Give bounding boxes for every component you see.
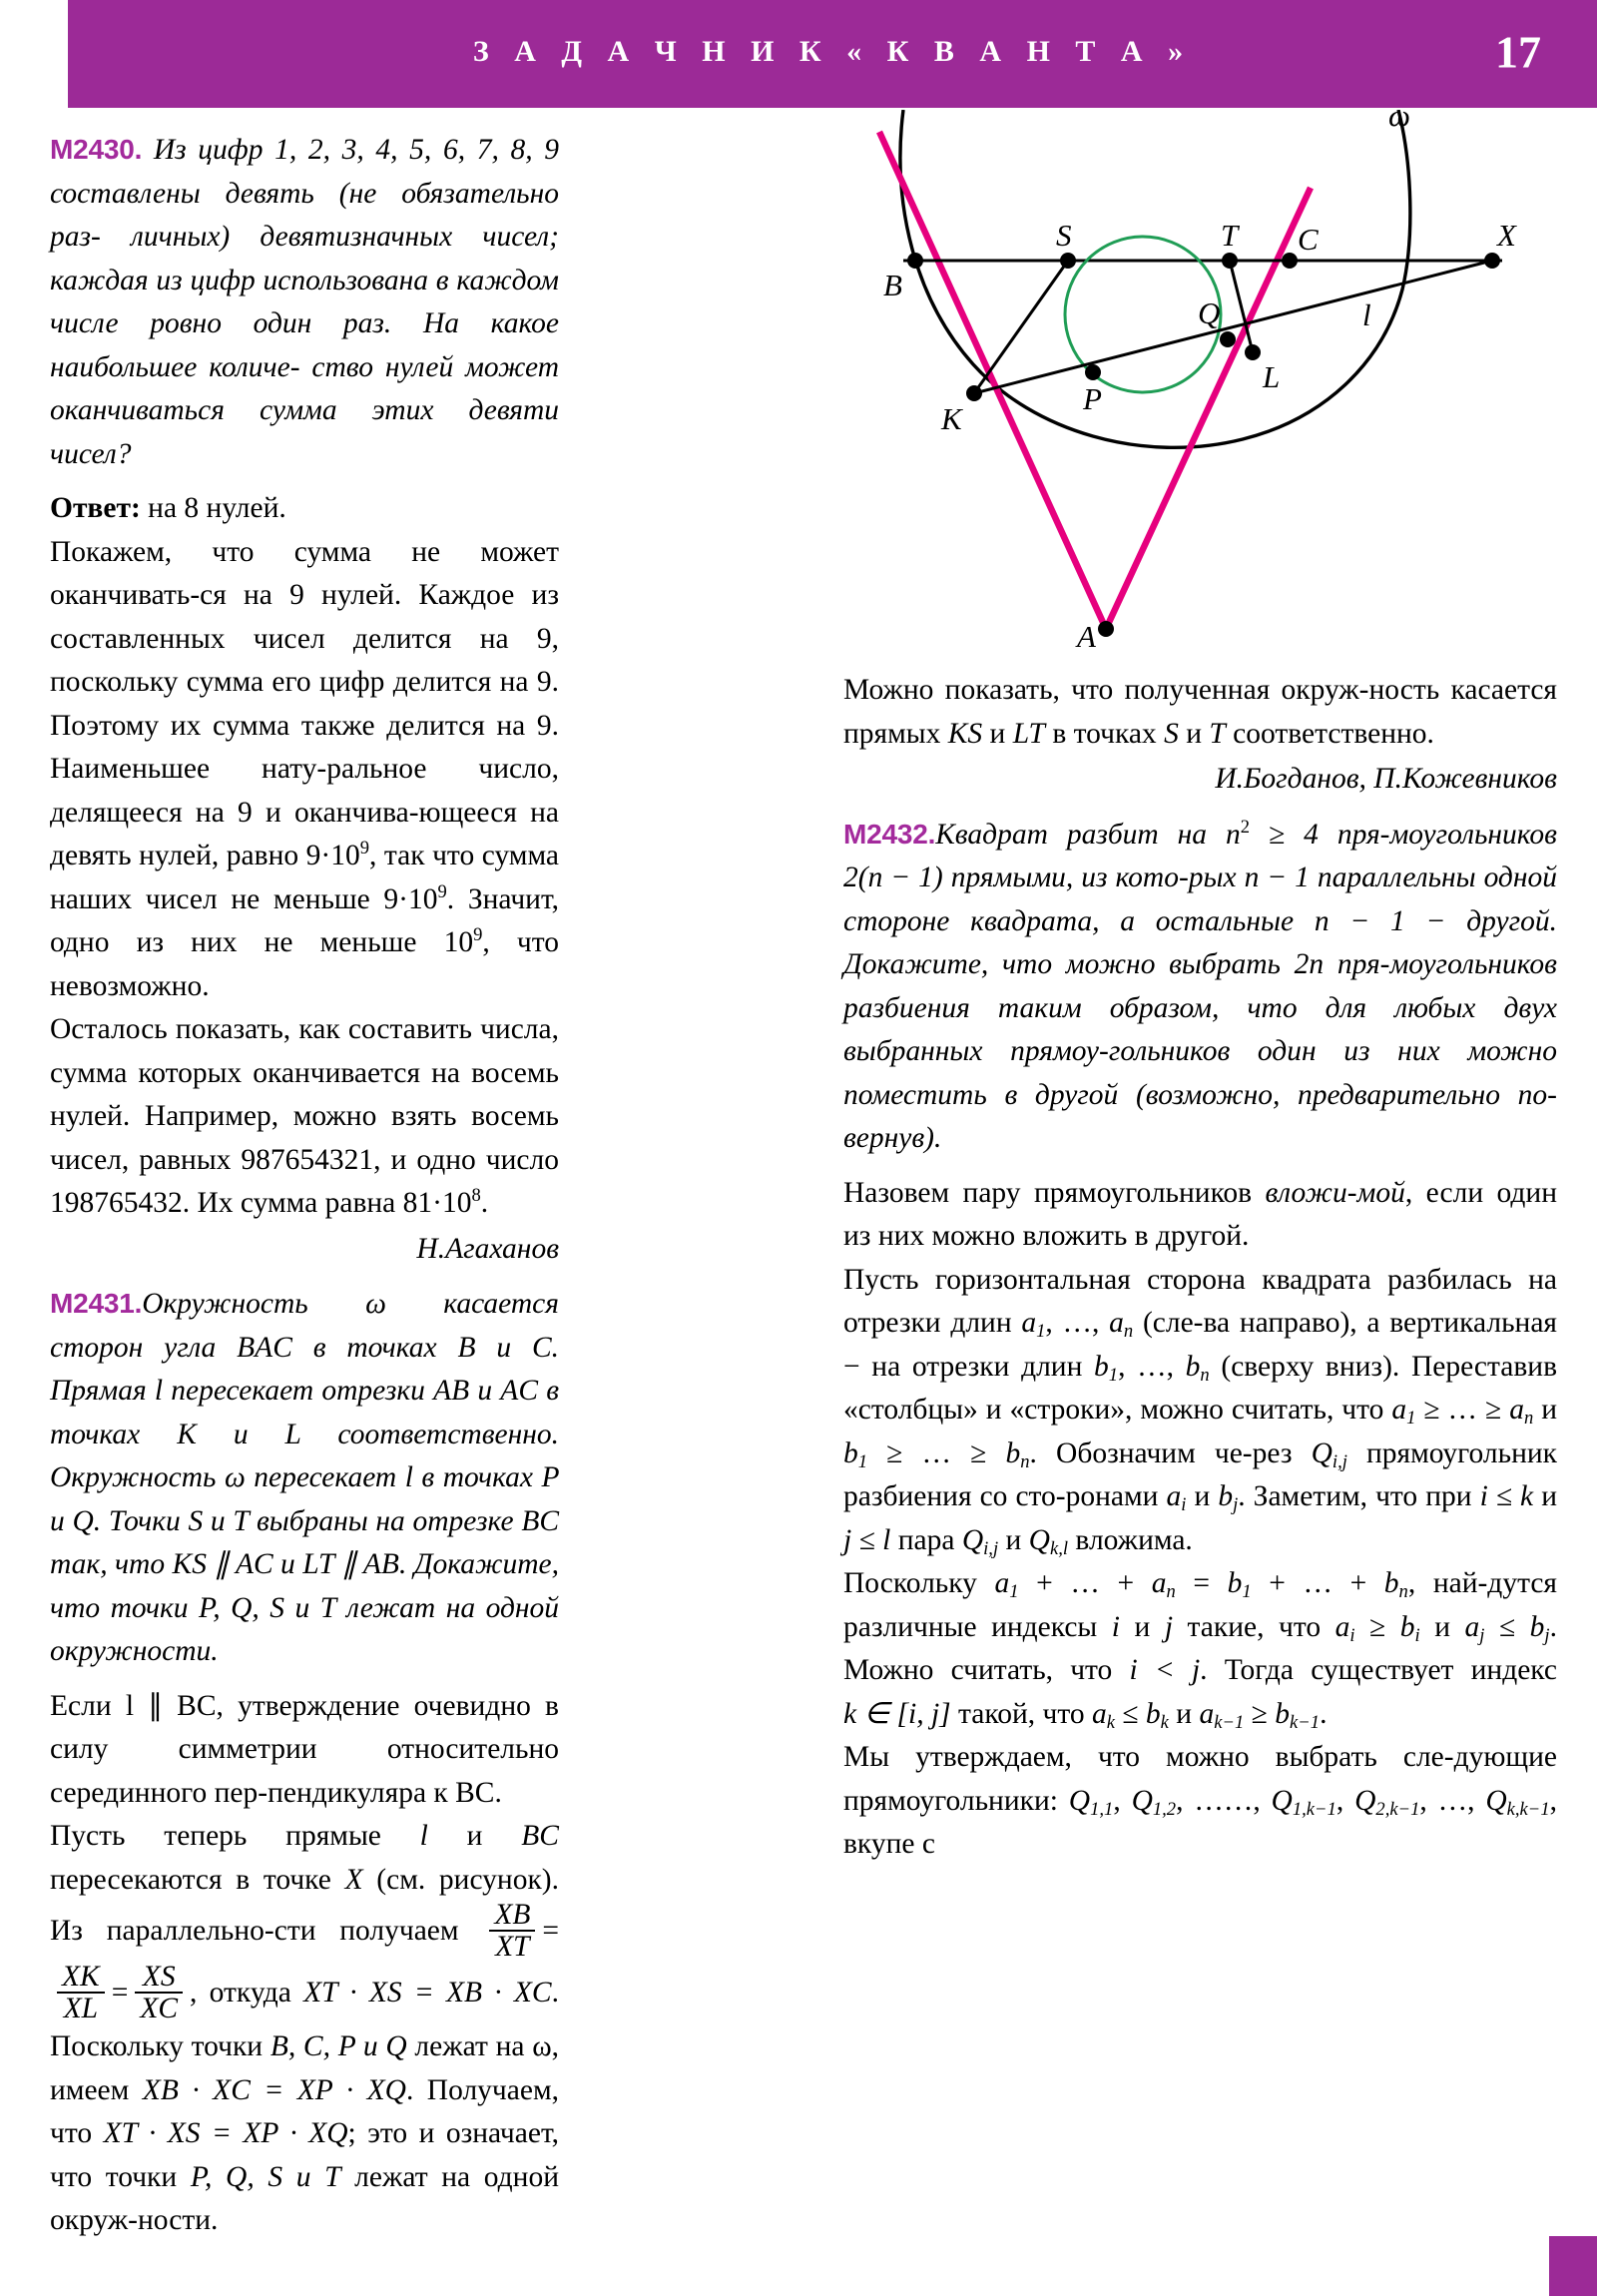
expr2-base: 9·10 bbox=[383, 882, 438, 915]
solution-2432-para-2 bbox=[843, 1259, 1557, 1563]
s32-3c: и bbox=[1119, 1610, 1165, 1643]
idx-i: i bbox=[1111, 1610, 1120, 1643]
s32-3a: Поскольку bbox=[843, 1567, 995, 1599]
qkk1 bbox=[1485, 1784, 1550, 1820]
sum-dots2: + … + bbox=[1251, 1567, 1384, 1599]
point-X bbox=[1484, 253, 1500, 269]
p32-e: − другой. Докажите, что можно выбрать 2n пря-моугольников разбиения таким образом, что для любых двух выбранных прямоу-гольников один из них можно поместить в другой (возможно, предварительно по-вернув). bbox=[843, 904, 1557, 1154]
s32-3i: и bbox=[1168, 1697, 1200, 1730]
q1k1-sub: 1,k−1 bbox=[1292, 1798, 1336, 1820]
p31-j: соответственно. Окружность bbox=[50, 1418, 560, 1493]
ineq-ilj: i < j bbox=[1129, 1654, 1201, 1686]
expr4-base: 81·10 bbox=[402, 1187, 472, 1219]
c31-t: T bbox=[1209, 717, 1226, 750]
qij-base: Q bbox=[1311, 1436, 1332, 1469]
qkk1-sub: k,k−1 bbox=[1506, 1798, 1550, 1820]
s31-x: X bbox=[344, 1863, 363, 1896]
s31-bc: BC bbox=[521, 1820, 559, 1852]
label-A: A bbox=[1077, 619, 1096, 654]
sum-eqsign: = bbox=[1175, 1567, 1228, 1599]
ak1: a bbox=[1199, 1697, 1215, 1730]
ineq-and: и bbox=[1533, 1394, 1557, 1426]
p31-t: T bbox=[233, 1504, 250, 1537]
s32-an-sub: n bbox=[1123, 1321, 1134, 1343]
s32-dots2: , …, bbox=[1118, 1350, 1186, 1383]
s32-2k: вложима. bbox=[1068, 1523, 1193, 1556]
s32-4a: Мы утверждаем, что можно выбрать сле-дующие прямоугольники: bbox=[843, 1741, 1557, 1817]
author-2430: Н.Агаханов bbox=[416, 1232, 559, 1265]
point-L bbox=[1245, 344, 1261, 360]
s32-a1-sub: 1 bbox=[1036, 1321, 1046, 1343]
answer-line-2430 bbox=[50, 487, 559, 531]
ai2: a bbox=[1334, 1610, 1350, 1643]
p31-s2: и bbox=[272, 1548, 303, 1580]
label-L: L bbox=[1263, 359, 1281, 394]
label-T: T bbox=[1221, 218, 1239, 253]
p31-q: Q bbox=[72, 1504, 94, 1537]
s31-k: лежат на одной окруж-ности. bbox=[50, 2160, 559, 2237]
s31-i: . Получаем, что bbox=[50, 2073, 559, 2150]
sol1d: , что невозможно. bbox=[50, 926, 559, 1002]
bj2-sub: j bbox=[1544, 1624, 1550, 1646]
c31-s: S bbox=[1164, 717, 1179, 750]
frac3-den: XC bbox=[135, 1992, 183, 2023]
problem-2431-text bbox=[50, 1288, 559, 1667]
q1k1 bbox=[1271, 1784, 1336, 1820]
p32-d: параллельны одной стороне квадрата, а остальные bbox=[843, 861, 1557, 937]
ineq-b bbox=[843, 1436, 1030, 1472]
p31-o: . Точки bbox=[93, 1504, 189, 1537]
label-K: K bbox=[941, 401, 962, 436]
s32-3e: и bbox=[1419, 1610, 1465, 1643]
solution-2431-para-2: Пусть теперь прямые l и BC пересекаются в точке X (см. рисунок). Из параллельно-сти получаем $\frac{XB}{XT}$ = $\frac{XK}{XL}$ = $\frac{XS}{XC}$ , откуда XT · XS = XB · XC. Поскольку точки B, C, P и Q лежат на ω, имеем XB · XC = XP · XQ. Получаем, что XT · XS = XP · XQ; это и означает, что точки P, Q, S и T лежат на одной окруж-ности. bbox=[50, 1820, 560, 2237]
idx-j: j bbox=[1164, 1610, 1174, 1643]
bj2: b bbox=[1529, 1610, 1545, 1643]
ineq-a-dots: ≥ … ≥ bbox=[1415, 1394, 1510, 1426]
ineq-jl: j ≤ l bbox=[843, 1523, 891, 1556]
bk1: b bbox=[1275, 1697, 1290, 1730]
ineq-b-sub: 1 bbox=[857, 1450, 868, 1472]
q1k1-base: Q bbox=[1271, 1784, 1293, 1817]
p31-bac: BAC bbox=[237, 1331, 292, 1364]
s32-dots1: , …, bbox=[1045, 1307, 1110, 1339]
s32-3b: , най-дутся различные индексы bbox=[843, 1567, 1557, 1643]
p31-a: Окружность bbox=[142, 1288, 366, 1320]
sum-eq bbox=[994, 1567, 1408, 1603]
p31-b1: B bbox=[457, 1331, 476, 1364]
s31-h: , имеем bbox=[50, 2030, 559, 2106]
p31-r: так, что bbox=[50, 1548, 173, 1580]
frac1-num: XB bbox=[494, 1899, 531, 1931]
seq-a bbox=[1021, 1307, 1134, 1343]
problem-2432-statement bbox=[843, 813, 1557, 1161]
frac3-num: XS bbox=[142, 1961, 176, 1994]
p32-n2-sup: 2 bbox=[1240, 816, 1251, 838]
q2k1-sub: 2,k−1 bbox=[1375, 1798, 1420, 1820]
s32-b1: b bbox=[1094, 1350, 1109, 1383]
corner-decoration bbox=[1549, 2236, 1597, 2296]
solution-2432-para-4 bbox=[843, 1736, 1557, 1867]
bk1-sub: k−1 bbox=[1290, 1711, 1321, 1733]
p31-q2: выбраны на отрезке bbox=[249, 1504, 522, 1537]
sol1c: . Значит, одно из них не меньше bbox=[50, 882, 559, 958]
geometry-figure bbox=[843, 98, 1562, 669]
qij2 bbox=[961, 1523, 999, 1559]
c31-a: Можно показать, что полученная окруж-ность касается прямых bbox=[843, 674, 1557, 750]
k-in-ij: k ∈ [i, j] bbox=[843, 1697, 951, 1730]
problem-2430-text bbox=[50, 134, 559, 470]
ineq-bn: b bbox=[1005, 1436, 1021, 1469]
ge1: ≥ bbox=[1354, 1610, 1400, 1643]
p32-n1: n − 1 bbox=[1244, 861, 1310, 893]
answer-value: на 8 нулей. bbox=[140, 492, 286, 524]
s31-e: , откуда bbox=[190, 1977, 304, 2009]
expr-9e9-a bbox=[306, 840, 369, 871]
s32-3g: . Тогда существует индекс bbox=[1200, 1654, 1557, 1686]
p31-ll: L bbox=[284, 1418, 301, 1450]
label-Q: Q bbox=[1198, 295, 1221, 330]
right-column bbox=[843, 669, 1557, 1867]
continuation-2431 bbox=[843, 669, 1557, 756]
expr-10e9 bbox=[444, 926, 483, 958]
ineq-ak-bk bbox=[1091, 1697, 1169, 1733]
sol1a: Покажем, что сумма не может оканчивать-ся на 9 нулей. Каждое из составленных чисел делится на 9, поскольку сумма его цифр делится на 9. Поэтому их сумма также делится на 9. Наименьшее нату-ральное число, делящееся на 9 и оканчива-ющееся на девять нулей, равно bbox=[50, 535, 559, 871]
p32-n2-base: n bbox=[1226, 818, 1241, 851]
s32-1-italic: вложи-мой bbox=[1265, 1176, 1405, 1209]
qkl bbox=[1028, 1523, 1069, 1559]
point-A bbox=[1098, 621, 1114, 637]
problem-label-2430: M2430. bbox=[50, 134, 143, 165]
label-P: P bbox=[1083, 381, 1102, 416]
p31-u: лежат на одной окружности. bbox=[50, 1591, 559, 1667]
page-number: 17 bbox=[1495, 26, 1541, 78]
ak-sub: k bbox=[1106, 1711, 1115, 1733]
p31-pqst: P, Q, S и T bbox=[199, 1591, 336, 1624]
answer-label: Ответ: bbox=[50, 492, 141, 524]
bk-sub: k bbox=[1160, 1711, 1169, 1733]
s32-bn-sub: n bbox=[1200, 1364, 1210, 1386]
sum-an-sub: n bbox=[1166, 1581, 1176, 1603]
solution-2431-para-1: Если l ∥ BC, утверждение очевидно в силу симметрии относительно серединного пер-пендикуляра к BC. bbox=[50, 1689, 559, 1809]
point-P bbox=[1085, 364, 1101, 380]
c31-lt: LT bbox=[1012, 717, 1045, 750]
sum-b1: b bbox=[1227, 1567, 1243, 1599]
p31-c1: C bbox=[531, 1331, 552, 1364]
stmt-l5: ство нулей может оканчиваться сумма bbox=[50, 350, 560, 426]
ray-ac bbox=[1106, 188, 1311, 629]
s31-eq3: XT · XS = XP · XQ bbox=[103, 2117, 348, 2150]
problem-2432-text bbox=[843, 816, 1557, 1155]
label-X: X bbox=[1497, 218, 1516, 253]
c31-ks: KS bbox=[947, 717, 983, 750]
stmt-l3: цифр использована в каждом числе ровно bbox=[50, 264, 560, 339]
s31-c: пересекаются в точке bbox=[50, 1863, 345, 1896]
p31-d: и bbox=[475, 1331, 532, 1364]
solution-2430-para-1 bbox=[50, 531, 559, 1009]
p31-b: касается сторон угла bbox=[50, 1288, 559, 1364]
s32-3h: такой, что bbox=[950, 1697, 1092, 1730]
s31-l: l bbox=[419, 1820, 428, 1852]
s31-omega: ω bbox=[532, 2030, 552, 2063]
label-C: C bbox=[1298, 222, 1319, 257]
ak1-sub: k−1 bbox=[1214, 1711, 1245, 1733]
expr1-base: 9·10 bbox=[305, 840, 360, 871]
p31-m: в точках bbox=[412, 1461, 542, 1493]
problem-label-2431: M2431. bbox=[50, 1288, 143, 1319]
s31-eq1: XT · XS = XB · XC bbox=[303, 1977, 552, 2009]
c31-b: и bbox=[982, 717, 1013, 750]
bi2: b bbox=[1399, 1610, 1415, 1643]
s32-3d: такие, что bbox=[1173, 1610, 1335, 1643]
s31-pts1: B, C, P и Q bbox=[269, 2030, 407, 2063]
header-band bbox=[68, 0, 1597, 108]
qij2-base: Q bbox=[961, 1523, 984, 1556]
ai-sub: i bbox=[1181, 1494, 1187, 1516]
aj2: a bbox=[1464, 1610, 1480, 1643]
fraction-xk-xl bbox=[57, 1962, 105, 2023]
point-B bbox=[907, 253, 923, 269]
p31-ab: AB bbox=[433, 1375, 470, 1407]
s32-1b: , если один из них можно вложить в другой. bbox=[843, 1176, 1557, 1252]
fraction-xs-xc bbox=[135, 1962, 183, 2023]
s31-j: ; это и означает, что точки bbox=[50, 2117, 560, 2193]
q12-sub: 1,2 bbox=[1152, 1798, 1177, 1820]
c2: , bbox=[1335, 1784, 1355, 1817]
p31-omega: ω bbox=[365, 1288, 386, 1320]
s32-2h: и bbox=[1533, 1480, 1557, 1512]
problem-2430-statement bbox=[50, 128, 559, 476]
s31-b: и bbox=[427, 1820, 522, 1852]
p31-ks-ac: KS ∥ AC bbox=[172, 1548, 273, 1580]
s31-a: Пусть теперь прямые bbox=[50, 1820, 420, 1852]
c1: , bbox=[1113, 1784, 1132, 1817]
solution-2432-para-1 bbox=[843, 1172, 1557, 1259]
qij2-sub: i,j bbox=[983, 1537, 999, 1559]
bi2-sub: i bbox=[1414, 1624, 1420, 1646]
bj bbox=[1218, 1480, 1239, 1516]
s32-bn: b bbox=[1185, 1350, 1201, 1383]
s32-4b: …, bbox=[1223, 1784, 1272, 1817]
q12-base: Q bbox=[1131, 1784, 1153, 1817]
ineq-a bbox=[1391, 1394, 1534, 1430]
point-K bbox=[966, 385, 982, 401]
p32-c: прямыми, из кото-рых bbox=[942, 861, 1245, 893]
seq-b bbox=[1094, 1350, 1210, 1386]
s31-g: лежат на bbox=[406, 2030, 533, 2063]
sum-b1-sub: 1 bbox=[1242, 1581, 1252, 1603]
sum-bn-sub: n bbox=[1398, 1581, 1408, 1603]
sum-dots1: + … + bbox=[1018, 1567, 1152, 1599]
le1: ≤ bbox=[1484, 1610, 1530, 1643]
ineq-b-base: b bbox=[843, 1436, 858, 1469]
p31-k: K bbox=[177, 1418, 197, 1450]
p31-h: в точках bbox=[50, 1375, 559, 1450]
s32-3j: . bbox=[1320, 1697, 1328, 1730]
s31-d: (см. рисунок). Из параллельно-сти получаем bbox=[50, 1863, 559, 1947]
ineq-ak1-bk1 bbox=[1199, 1697, 1321, 1733]
s32-an: a bbox=[1109, 1307, 1124, 1339]
c31-e: соответственно. bbox=[1225, 717, 1434, 750]
bk: b bbox=[1145, 1697, 1161, 1730]
left-column bbox=[50, 128, 559, 2243]
stmt-l4: один раз. На какое наибольшее количе- bbox=[50, 307, 559, 383]
p31-l2: l bbox=[404, 1461, 413, 1493]
s32-1a: Назовем пару прямоугольников bbox=[843, 1176, 1266, 1209]
p31-s: S bbox=[188, 1504, 204, 1537]
sum-bn: b bbox=[1383, 1567, 1399, 1599]
s32-2b: (сле-ва направо), а вертикальная − на отрезки длин bbox=[843, 1307, 1557, 1383]
expr1-sup: 9 bbox=[359, 838, 370, 860]
geometry-figure-svg bbox=[843, 110, 1562, 669]
ai bbox=[1166, 1480, 1187, 1516]
p31-t2: . Докажите, что точки bbox=[50, 1548, 560, 1624]
ak: a bbox=[1091, 1697, 1107, 1730]
c31-c: в точках bbox=[1044, 717, 1165, 750]
sol1b: , так что сумма наших чисел не меньше bbox=[50, 840, 559, 915]
problem-2431-statement bbox=[50, 1282, 559, 1674]
ineq-an: a bbox=[1509, 1394, 1524, 1426]
ineq-ik: i ≤ k bbox=[1479, 1480, 1534, 1512]
p31-ac: AC bbox=[500, 1375, 538, 1407]
p31-g: и bbox=[469, 1375, 501, 1407]
page-title: З А Д А Ч Н И К « К В А Н Т А » bbox=[472, 35, 1193, 68]
s32-2j: и bbox=[998, 1523, 1029, 1556]
p31-p2: и bbox=[203, 1504, 234, 1537]
sol2a: Осталось показать, как составить числа, сумма которых оканчивается на восемь нулей. Например, можно взять восемь чисел, равных 987654321, и одно число 198765432. Их сумма равна bbox=[50, 1013, 559, 1219]
frac2-num: XK bbox=[62, 1961, 100, 1994]
le2: ≤ bbox=[1114, 1697, 1146, 1730]
q2k1 bbox=[1354, 1784, 1420, 1820]
qkk1-base: Q bbox=[1485, 1784, 1507, 1817]
p32-ge4: ≥ 4 bbox=[1250, 818, 1319, 851]
expr-9e9-b bbox=[383, 880, 447, 915]
expr3-base: 10 bbox=[443, 926, 474, 958]
s32-2g: . Заметим, что при bbox=[1238, 1480, 1480, 1512]
c31-d: и bbox=[1178, 717, 1210, 750]
p31-n: и bbox=[50, 1504, 73, 1537]
p32-n1b: n − 1 bbox=[1314, 904, 1405, 937]
ineq-bn-sub: n bbox=[1020, 1450, 1030, 1472]
d1: , … bbox=[1176, 1784, 1224, 1817]
q11-base: Q bbox=[1068, 1784, 1091, 1817]
s32-2e: прямоугольник разбиения со сто-ронами bbox=[843, 1436, 1557, 1512]
point-Q bbox=[1220, 331, 1236, 347]
ineq-aj-bj bbox=[1464, 1610, 1550, 1646]
s32-4c: , вкупе с bbox=[843, 1784, 1558, 1860]
ge2: ≥ bbox=[1244, 1697, 1276, 1730]
ineq-a-base: a bbox=[1391, 1394, 1407, 1426]
bj-sub: j bbox=[1233, 1494, 1239, 1516]
ineq-ai-bi bbox=[1334, 1610, 1420, 1646]
p32-n2 bbox=[1226, 816, 1319, 851]
point-C bbox=[1282, 253, 1298, 269]
ineq-a-sub: 1 bbox=[1406, 1408, 1416, 1430]
p31-bc: BC bbox=[521, 1504, 560, 1537]
s32-3f: . Можно считать, что bbox=[843, 1610, 1557, 1686]
p32-2n1: 2(n − 1) bbox=[843, 861, 943, 893]
ai2-sub: i bbox=[1349, 1624, 1355, 1646]
ai-base: a bbox=[1166, 1480, 1182, 1512]
p32-b: пря-моугольников bbox=[1318, 818, 1557, 851]
p31-e: . Прямая bbox=[50, 1331, 560, 1407]
qkl-base: Q bbox=[1028, 1523, 1050, 1556]
s32-a1: a bbox=[1021, 1307, 1037, 1339]
d2: , …, bbox=[1419, 1784, 1486, 1817]
expr3-sup: 9 bbox=[473, 924, 483, 946]
s31-eq2: XB · XC = XP · XQ bbox=[142, 2073, 406, 2106]
s32-2a: Пусть горизонтальная сторона квадрата разбилась на отрезки длин bbox=[843, 1263, 1557, 1339]
s31-pts2: P, Q, S и T bbox=[190, 2160, 341, 2193]
s32-b1-sub: 1 bbox=[1108, 1364, 1119, 1386]
sol2b: . bbox=[480, 1187, 489, 1219]
stmt-l1: составлены девять (не обязательно раз- bbox=[50, 177, 559, 253]
p31-p: P bbox=[541, 1461, 559, 1493]
point-T bbox=[1222, 253, 1238, 269]
q11 bbox=[1068, 1784, 1114, 1820]
qkl-sub: k,l bbox=[1049, 1537, 1069, 1559]
p31-c: в точках bbox=[291, 1331, 458, 1364]
q11-sub: 1,1 bbox=[1090, 1798, 1114, 1820]
qij-sub: i,j bbox=[1331, 1450, 1347, 1472]
expr2-sup: 9 bbox=[437, 880, 447, 902]
ray-ab bbox=[879, 132, 1106, 629]
stmt-l2: личных) девятизначных чисел; каждая из bbox=[50, 221, 559, 296]
label-l: l bbox=[1362, 297, 1371, 332]
label-S: S bbox=[1056, 218, 1072, 253]
s32-2f: и bbox=[1186, 1480, 1219, 1512]
s32-2c: (сверху вниз). Переставив «столбцы» и «строки», можно считать, что bbox=[843, 1350, 1558, 1426]
p31-omega2: ω bbox=[224, 1461, 246, 1493]
sum-a1: a bbox=[994, 1567, 1010, 1599]
p31-f: пересекает отрезки bbox=[163, 1375, 434, 1407]
aj2-sub: j bbox=[1479, 1624, 1485, 1646]
p31-i: и bbox=[196, 1418, 285, 1450]
s32-2d: . Обозначим че-рез bbox=[1029, 1436, 1312, 1469]
fraction-xb-xt bbox=[489, 1900, 535, 1962]
expr-81e8 bbox=[403, 1187, 481, 1219]
label-omega: ω bbox=[1388, 98, 1410, 133]
sum-a1-sub: 1 bbox=[1009, 1581, 1019, 1603]
solution-2430-para-2 bbox=[50, 1008, 559, 1226]
s31-f: . Поскольку точки bbox=[50, 1977, 559, 2063]
ineq-an-sub: n bbox=[1523, 1408, 1534, 1430]
problem-label-2432: M2432. bbox=[843, 818, 936, 850]
authors-2431: И.Богданов, П.Кожевников bbox=[1215, 763, 1557, 795]
p31-k2: пересекает bbox=[245, 1461, 405, 1493]
p31-lt-ab: LT ∥ AB bbox=[302, 1548, 399, 1580]
expr4-sup: 8 bbox=[471, 1185, 481, 1207]
ineq-b-dots: ≥ … ≥ bbox=[867, 1436, 1006, 1469]
qij bbox=[1311, 1436, 1347, 1472]
sum-an: a bbox=[1151, 1567, 1167, 1599]
solution-2432-para-3 bbox=[843, 1562, 1557, 1736]
p32-a: Квадрат разбит на bbox=[935, 818, 1226, 851]
q2k1-base: Q bbox=[1354, 1784, 1376, 1817]
point-S bbox=[1060, 253, 1076, 269]
stmt-l0: Из цифр 1, 2, 3, 4, 5, 6, 7, 8, 9 bbox=[153, 134, 559, 166]
frac1-den: XT bbox=[489, 1930, 535, 1962]
p31-l: l bbox=[154, 1375, 164, 1407]
frac2-den: XL bbox=[57, 1992, 105, 2023]
label-B: B bbox=[883, 268, 902, 302]
bj-base: b bbox=[1218, 1480, 1234, 1512]
stmt-l6: этих девяти чисел? bbox=[50, 394, 559, 470]
s32-2i: пара bbox=[890, 1523, 962, 1556]
q12 bbox=[1131, 1784, 1177, 1820]
